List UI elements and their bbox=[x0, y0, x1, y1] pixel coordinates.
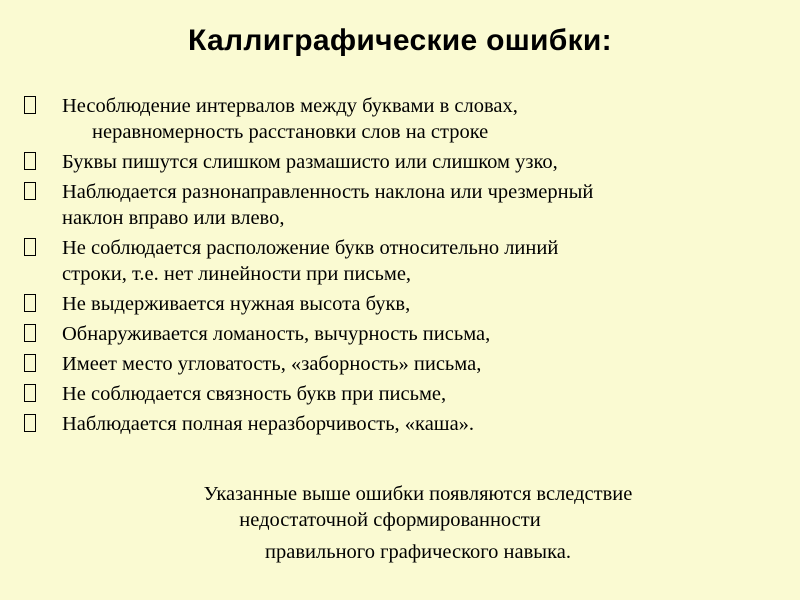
conclusion-paragraph bbox=[0, 481, 800, 565]
bullet-icon bbox=[24, 324, 36, 342]
list-item bbox=[24, 149, 784, 175]
conclusion-line: правильного графического навыка. bbox=[265, 541, 571, 563]
list-item-text: Имеет место угловатость, «заборность» письма, bbox=[62, 353, 482, 375]
list-item bbox=[24, 351, 784, 377]
bullet-icon bbox=[24, 354, 36, 372]
conclusion-line: Указанные выше ошибки появляются вследствие bbox=[203, 483, 633, 505]
list-item bbox=[24, 235, 784, 287]
list-item bbox=[24, 93, 784, 145]
bullet-icon bbox=[24, 96, 36, 114]
list-item bbox=[24, 321, 784, 347]
list-item-text: Не соблюдается связность букв при письме, bbox=[62, 383, 447, 405]
bullet-icon bbox=[24, 294, 36, 312]
bullet-icon bbox=[24, 152, 36, 170]
list-item-text: наклон вправо или влево, bbox=[62, 207, 285, 229]
conclusion-line: недостаточной сформированности bbox=[239, 509, 541, 531]
list-item-text: Буквы пишутся слишком размашисто или слишком узко, bbox=[62, 151, 558, 173]
bullet-icon bbox=[24, 182, 36, 200]
list-item-text: неравномерность расстановки слов на строке bbox=[92, 121, 489, 143]
list-item bbox=[24, 411, 784, 437]
bullet-icon bbox=[24, 238, 36, 256]
list-item bbox=[24, 381, 784, 407]
list-item bbox=[24, 179, 784, 231]
list-item-text: Наблюдается полная неразборчивость, «каша». bbox=[62, 413, 475, 435]
list-item-text: Обнаруживается ломаность, вычурность письма, bbox=[62, 323, 491, 345]
list-item-text: Не выдерживается нужная высота букв, bbox=[62, 293, 411, 315]
page-title: Каллиграфические ошибки: bbox=[188, 24, 612, 57]
list-item-text: Не соблюдается расположение букв относительно линий bbox=[62, 237, 559, 259]
errors-list bbox=[24, 93, 784, 441]
list-item-text: строки, т.е. нет линейности при письме, bbox=[62, 263, 412, 285]
list-item bbox=[24, 291, 784, 317]
list-item-text: Несоблюдение интервалов между буквами в словах, bbox=[62, 95, 518, 117]
bullet-icon bbox=[24, 414, 36, 432]
bullet-icon bbox=[24, 384, 36, 402]
list-item-text: Наблюдается разнонаправленность наклона или чрезмерный bbox=[62, 181, 594, 203]
